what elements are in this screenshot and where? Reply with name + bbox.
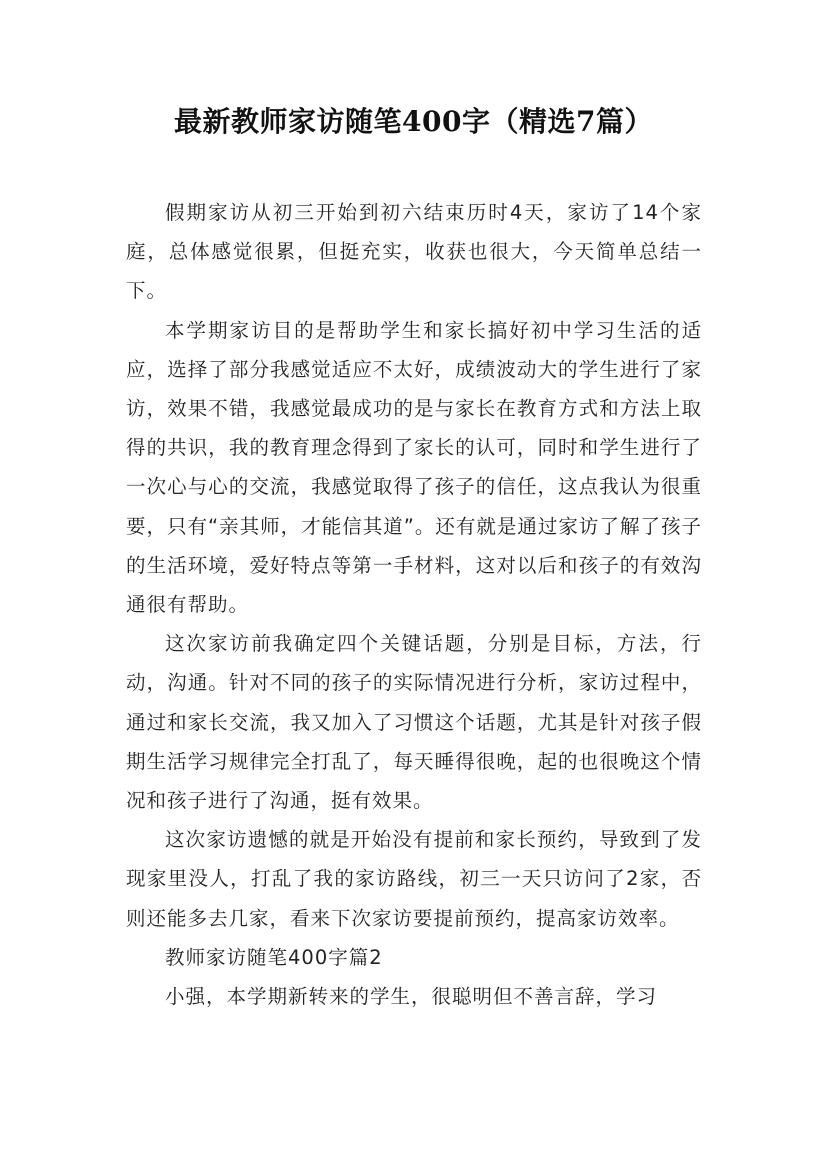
section-paragraph: 小强，本学期新转来的学生，很聪明但不善言辞，学习 [165,985,658,1009]
section-heading: 教师家访随笔400字篇2 [165,945,383,969]
paragraph-1: 假期家访从初三开始到初六结束历时4天，家访了14个家庭，总体感觉很累，但挺充实，收获也很大，今天简单总结一下。 [126,201,702,303]
paragraph-4: 这次家访遗憾的就是开始没有提前和家长预约，导致到了发现家里没人，打乱了我的家访路线，初三一天只访问了2家，否则还能多去几家，看来下次家访要提前预约，提高家访效率。 [126,828,702,930]
paragraph-3: 这次家访前我确定四个关键话题，分别是目标，方法，行动，沟通。针对不同的孩子的实际情况进行分析，家访过程中，通过和家长交流，我又加入了习惯这个话题，尤其是针对孩子假期生活学习规律完全打乱了，每天睡得很晚，起的也很晚这个情况和孩子进行了沟通，挺有效果。 [126,632,702,813]
paragraph-2: 本学期家访目的是帮助学生和家长搞好初中学习生活的适应，选择了部分我感觉适应不太好，成绩波动大的学生进行了家访，效果不错，我感觉最成功的是与家长在教育方式和方法上取得的共识，我的教育理念得到了家长的认可，同时和学生进行了一次心与心的交流，我感觉取得了孩子的信任，这点我认为很重要，只有“亲其师，才能信其道”。还有就是通过家访了解了孩子的生活环境，爱好特点等第一手材料，这对以后和孩子的有效沟通很有帮助。 [126,318,702,617]
document-title: 最新教师家访随笔400字（精选7篇） [174,105,653,138]
document-body [126,193,702,1016]
